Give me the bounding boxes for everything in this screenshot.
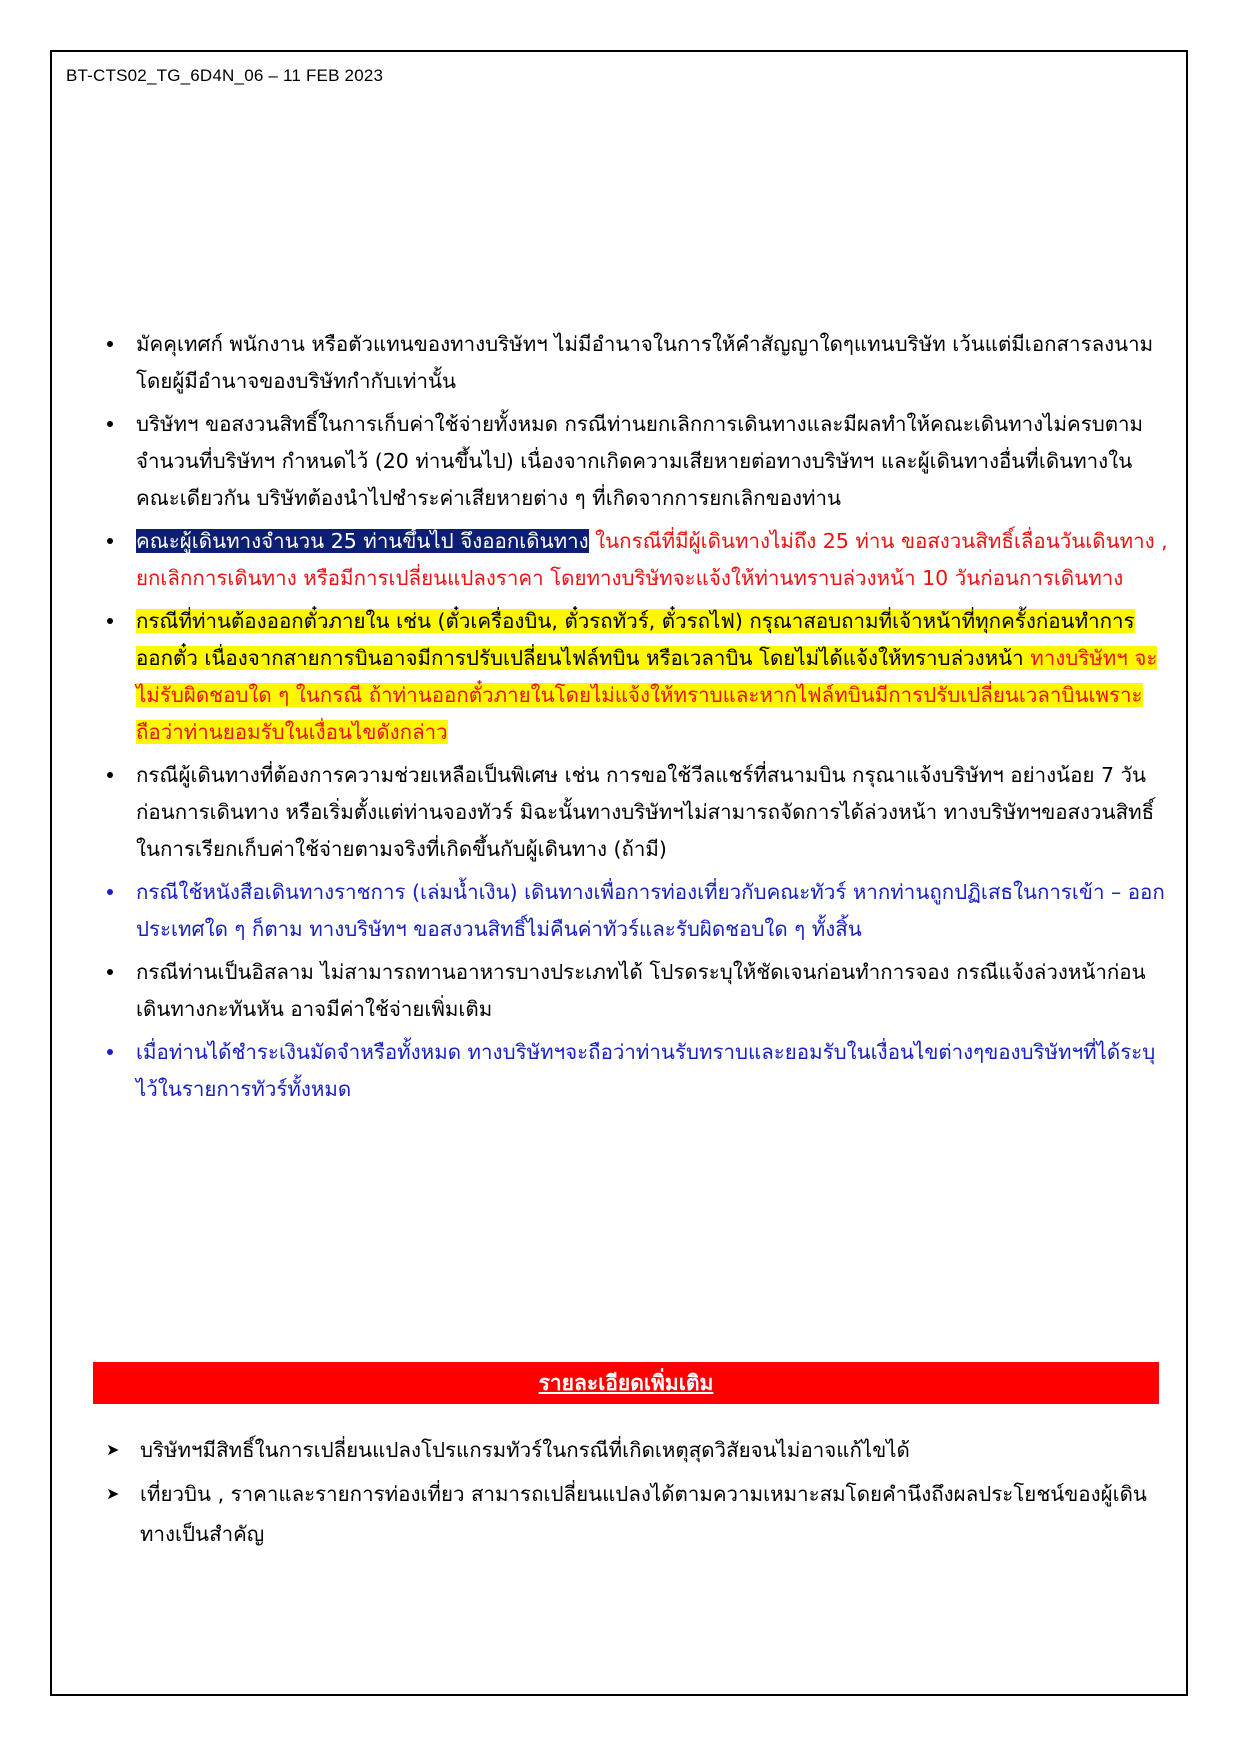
more-details-banner [93, 1362, 1159, 1404]
condition-item [108, 757, 1168, 868]
arrow-bullet-icon: ➤ [106, 1440, 120, 1459]
condition-item [108, 406, 1168, 517]
detail-text: เที่ยวบิน , ราคาและรายการท่องเที่ยว สามารถเปลี่ยนแปลงได้ตามความเหมาะสมโดยคำนึงถึงผลประโยชน์ของผู้เดินทางเป็นสำคัญ [140, 1482, 1147, 1546]
bullet-icon [107, 421, 113, 427]
condition-item [108, 874, 1168, 948]
bullet-icon [107, 618, 113, 624]
conditions-list [108, 326, 1168, 1114]
condition-text: กรณีผู้เดินทางที่ต้องการความช่วยเหลือเป็นพิเศษ เช่น การขอใช้วีลแชร์ที่สนามบิน กรุณาแจ้งบริษัทฯ อย่างน้อย 7 วันก่อนการเดินทาง หรือเริ่มตั้งแต่ท่านจองทัวร์ มิฉะนั้นทางบริษัทฯไม่สามารถจัดการได้ล่วงหน้า ทางบริษัทฯขอสงวนสิทธิ์ในการเรียกเก็บค่าใช้จ่ายตามจริงที่เกิดขึ้นกับผู้เดินทาง (ถ้ามี) [136, 763, 1155, 861]
condition-highlight-text: คณะผู้เดินทางจำนวน 25 ท่านขึ้นไป จึงออกเดินทาง [136, 529, 589, 553]
bullet-icon [107, 341, 113, 347]
arrow-bullet-icon: ➤ [106, 1484, 120, 1503]
condition-text-blue: กรณีใช้หนังสือเดินทางราชการ (เล่มน้ำเงิน) เดินทางเพื่อการท่องเที่ยวกับคณะทัวร์ หากท่านถูกปฏิเสธในการเข้า – ออกประเทศใด ๆ ก็ตาม ทางบริษัทฯ ขอสงวนสิทธิ์ไม่คืนค่าทัวร์และรับผิดชอบใด ๆ ทั้งสิ้น [136, 880, 1165, 941]
condition-item [108, 523, 1168, 597]
condition-item [108, 326, 1168, 400]
bullet-icon [107, 538, 113, 544]
more-details-heading: รายละเอียดเพิ่มเติม [538, 1370, 714, 1395]
condition-text-red: ในกรณีที่มีผู้เดินทางไม่ถึง 25 ท่าน ขอสงวนสิทธิ์เลื่อนวันเดินทาง , ยกเลิกการเดินทาง หรือมีการเปลี่ยนแปลงราคา โดยทางบริษัทจะแจ้งให้ท่านทราบล่วงหน้า 10 วันก่อนการเดินทาง [136, 529, 1168, 590]
condition-item [108, 603, 1168, 751]
condition-highlight-text-red: ทางบริษัทฯ จะไม่รับผิดชอบใด ๆ ในกรณี ถ้าท่านออกตั๋วภายในโดยไม่แจ้งให้ทราบและหากไฟล์ทบินมีการปรับเปลี่ยนเวลาบินเพราะถือว่าท่านยอมรับในเงื่อนไขดังกล่าว [136, 646, 1158, 744]
detail-item [108, 1430, 1168, 1470]
condition-text: บริษัทฯ ขอสงวนสิทธิ์ในการเก็บค่าใช้จ่ายทั้งหมด กรณีท่านยกเลิกการเดินทางและมีผลทำให้คณะเดินทางไม่ครบตามจำนวนที่บริษัทฯ กำหนดไว้ (20 ท่านขึ้นไป) เนื่องจากเกิดความเสียหายต่อทางบริษัทฯ และผู้เดินทางอื่นที่เดินทางในคณะเดียวกัน บริษัทต้องนำไปชำระค่าเสียหายต่าง ๆ ที่เกิดจากการยกเลิกของท่าน [136, 412, 1144, 510]
detail-text: บริษัทฯมีสิทธิ์ในการเปลี่ยนแปลงโปรแกรมทัวร์ในกรณีที่เกิดเหตุสุดวิสัยจนไม่อาจแก้ไขได้ [140, 1438, 910, 1462]
bullet-icon [107, 772, 113, 778]
detail-item [108, 1474, 1168, 1554]
bullet-icon [107, 969, 113, 975]
bullet-icon [107, 889, 113, 895]
condition-item [108, 954, 1168, 1028]
condition-text: มัคคุเทศก์ พนักงาน หรือตัวแทนของทางบริษัทฯ ไม่มีอำนาจในการให้คำสัญญาใดๆแทนบริษัท เว้นแต่มีเอกสารลงนามโดยผู้มีอำนาจของบริษัทกำกับเท่านั้น [136, 332, 1154, 393]
document-reference: BT-CTS02_TG_6D4N_06 – 11 FEB 2023 [66, 66, 384, 85]
bullet-icon [107, 1049, 113, 1055]
more-details-list [108, 1430, 1168, 1558]
condition-highlight-text: กรณีที่ท่านต้องออกตั๋วภายใน เช่น (ตั๋วเครื่องบิน, ตั๋วรถทัวร์, ตั๋วรถไฟ) กรุณาสอบถามที่เจ้าหน้าที่ทุกครั้งก่อนทำการออกตั๋ว เนื่องจากสายการบินอาจมีการปรับเปลี่ยนไฟล์ทบิน หรือเวลาบิน โดยไม่ได้แจ้งให้ทราบล่วงหน้า [136, 609, 1135, 670]
condition-text-blue: เมื่อท่านได้ชำระเงินมัดจำหรือทั้งหมด ทางบริษัทฯจะถือว่าท่านรับทราบและยอมรับในเงื่อนไขต่างๆของบริษัทฯที่ได้ระบุไว้ในรายการทัวร์ทั้งหมด [136, 1040, 1156, 1101]
condition-item [108, 1034, 1168, 1108]
condition-text: กรณีท่านเป็นอิสลาม ไม่สามารถทานอาหารบางประเภทได้ โปรดระบุให้ชัดเจนก่อนทำการจอง กรณีแจ้งล่วงหน้าก่อนเดินทางกะทันหัน อาจมีค่าใช้จ่ายเพิ่มเติม [136, 960, 1146, 1021]
